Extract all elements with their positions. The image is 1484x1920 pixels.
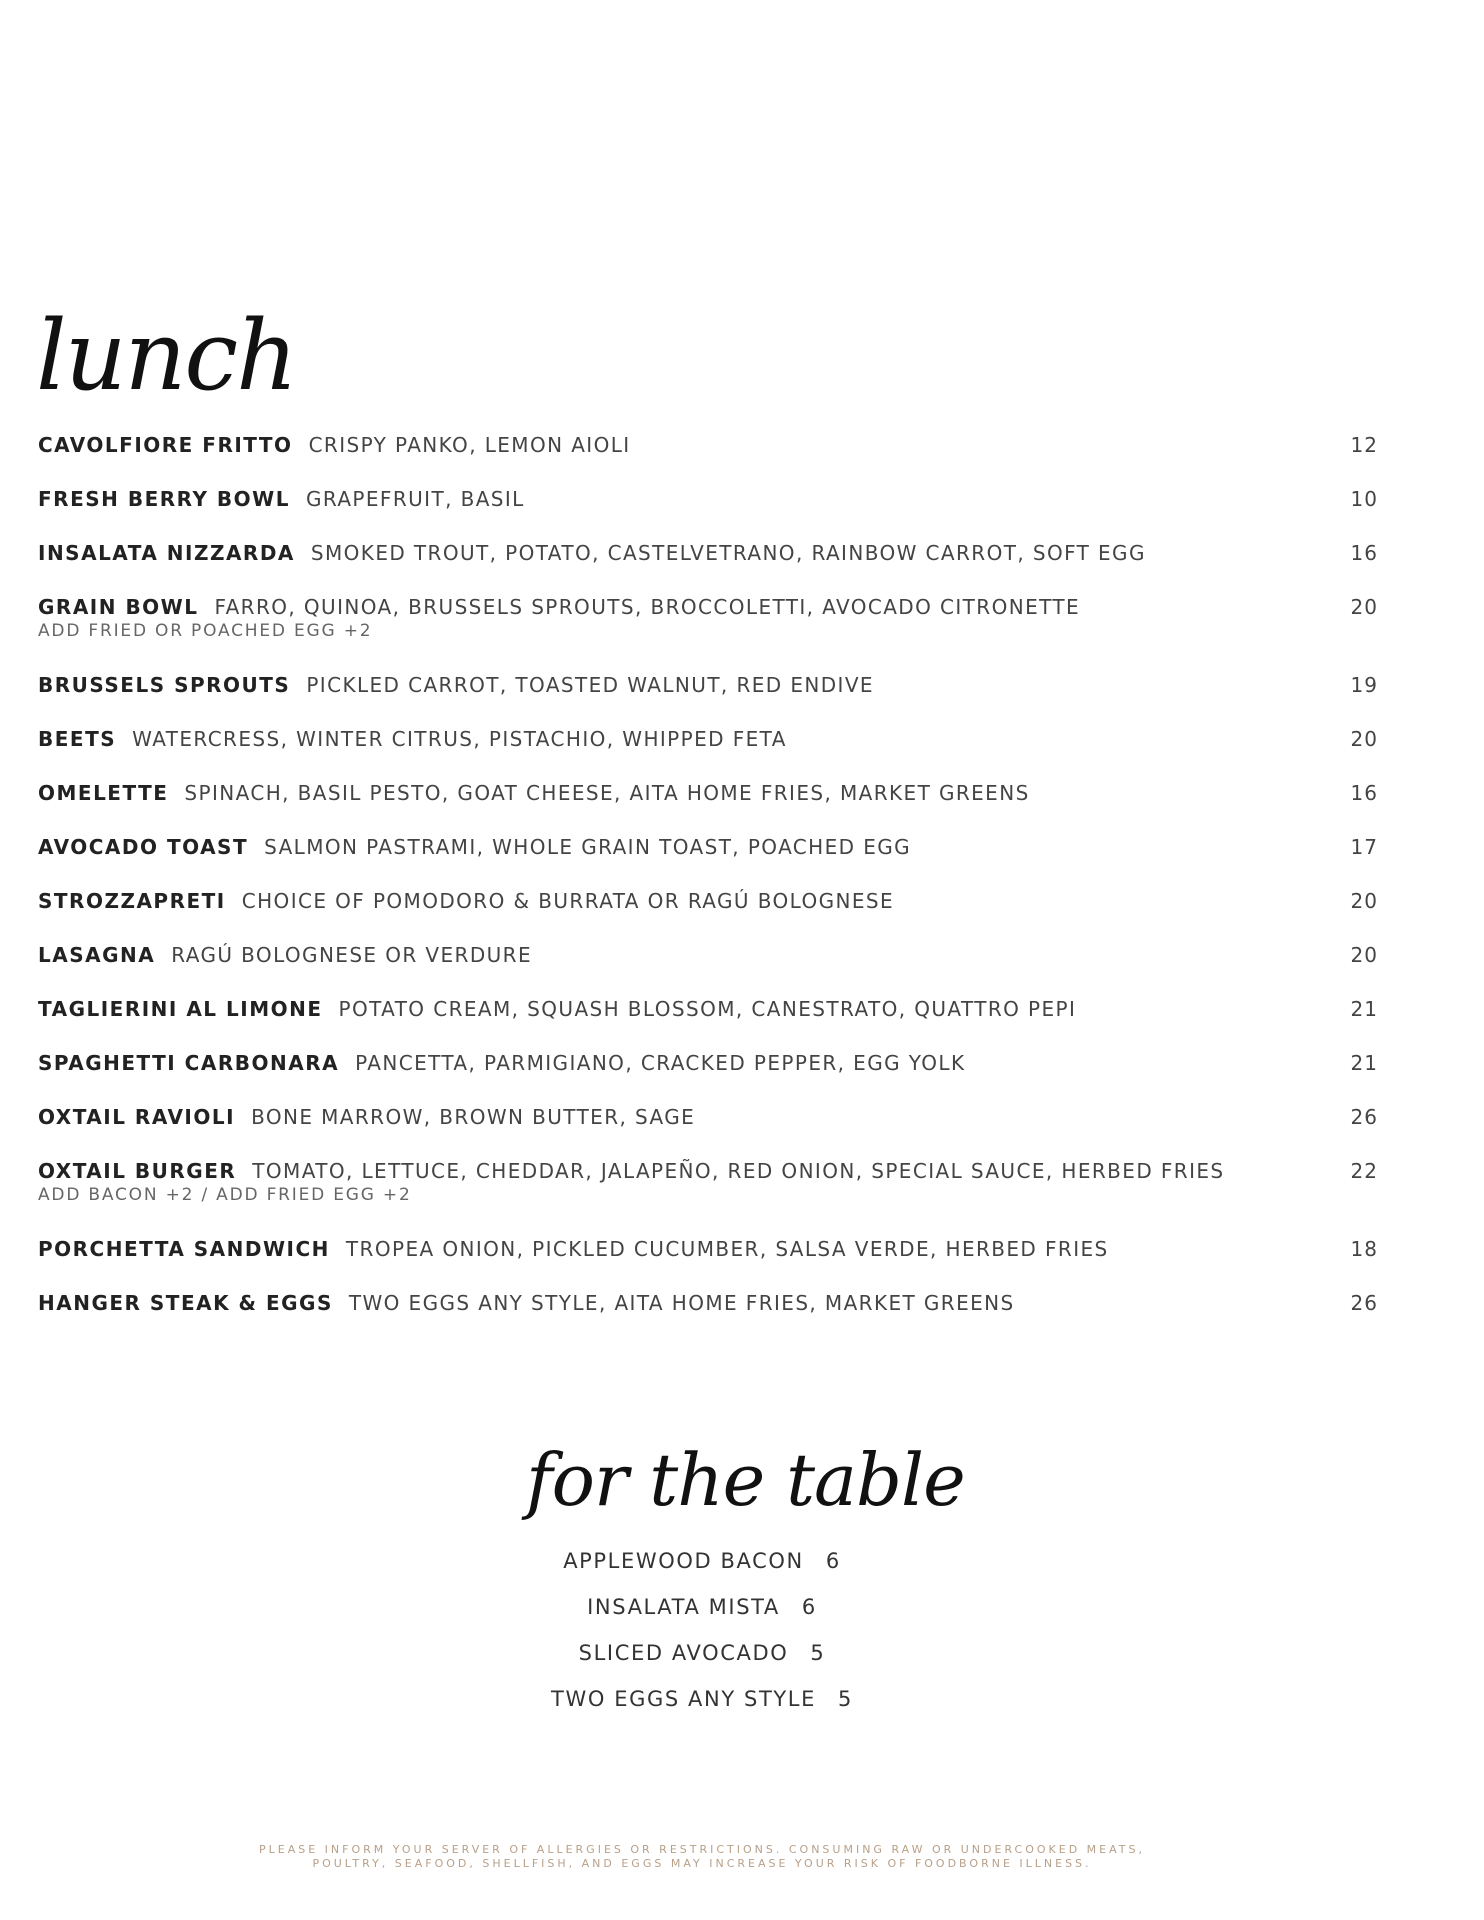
menu-item-description: WATERCRESS, WINTER CITRUS, PISTACHIO, WHIPPED FETA	[132, 727, 787, 751]
menu-item-description: BONE MARROW, BROWN BUTTER, SAGE	[251, 1105, 696, 1129]
menu-item-line	[38, 1236, 1378, 1262]
sides-list	[442, 1538, 962, 1722]
menu-item	[38, 888, 1378, 942]
side-item-price: 5	[810, 1641, 826, 1665]
menu-item-line	[38, 780, 1378, 806]
side-item	[442, 1630, 962, 1676]
menu-item-line	[38, 888, 1378, 914]
menu-item-name: GRAIN BOWL	[38, 595, 199, 619]
menu-item-price: 22	[1350, 1159, 1378, 1183]
menu-item-description: PICKLED CARROT, TOASTED WALNUT, RED ENDIVE	[306, 673, 874, 697]
for-the-table-heading: for the table	[526, 1438, 965, 1522]
menu-item	[38, 996, 1378, 1050]
menu-item-price: 10	[1350, 487, 1378, 511]
menu-item-price: 26	[1350, 1291, 1378, 1315]
menu-item-name: FRESH BERRY BOWL	[38, 487, 290, 511]
menu-item-name: LASAGNA	[38, 943, 156, 967]
menu-item-name: AVOCADO TOAST	[38, 835, 249, 859]
menu-item-description: TOMATO, LETTUCE, CHEDDAR, JALAPEÑO, RED ONION, SPECIAL SAUCE, HERBED FRIES	[252, 1159, 1225, 1183]
menu-item-name: PORCHETTA SANDWICH	[38, 1237, 330, 1261]
menu-item-line	[38, 996, 1378, 1022]
menu-item-name: BEETS	[38, 727, 117, 751]
disclaimer-line-1: PLEASE INFORM YOUR SERVER OF ALLERGIES OR RESTRICTIONS. CONSUMING RAW OR UNDERCOOKED MEATS,	[259, 1843, 1145, 1856]
menu-item-description: SPINACH, BASIL PESTO, GOAT CHEESE, AITA HOME FRIES, MARKET GREENS	[184, 781, 1030, 805]
menu-item-price: 20	[1350, 889, 1378, 913]
menu-item-description: SMOKED TROUT, POTATO, CASTELVETRANO, RAINBOW CARROT, SOFT EGG	[310, 541, 1146, 565]
menu-item-name: CAVOLFIORE FRITTO	[38, 433, 293, 457]
menu-item-price: 20	[1350, 595, 1378, 619]
menu-item-price: 17	[1350, 835, 1378, 859]
menu-item	[38, 1290, 1378, 1344]
menu-item-line	[38, 834, 1378, 860]
menu-item-line	[38, 672, 1378, 698]
disclaimer-line-2: POULTRY, SEAFOOD, SHELLFISH, AND EGGS MAY INCREASE YOUR RISK OF FOODBORNE ILLNESS.	[312, 1857, 1092, 1870]
menu-item	[38, 942, 1378, 996]
menu-item-name: BRUSSELS SPROUTS	[38, 673, 291, 697]
menu-item-price: 21	[1350, 1051, 1378, 1075]
menu-item-price: 20	[1350, 727, 1378, 751]
side-item-price: 5	[837, 1687, 853, 1711]
side-item-name: SLICED AVOCADO	[578, 1641, 789, 1665]
menu-item	[38, 1236, 1378, 1290]
menu-item-price: 19	[1350, 673, 1378, 697]
menu-item-description: PANCETTA, PARMIGIANO, CRACKED PEPPER, EGG YOLK	[355, 1051, 966, 1075]
menu-item-addon: ADD BACON +2 / ADD FRIED EGG +2	[38, 1185, 412, 1205]
menu-item-name: OMELETTE	[38, 781, 169, 805]
menu-item-name: STROZZAPRETI	[38, 889, 226, 913]
side-item-name: TWO EGGS ANY STYLE	[551, 1687, 816, 1711]
side-item-name: APPLEWOOD BACON	[563, 1549, 804, 1573]
side-item-price: 6	[825, 1549, 841, 1573]
menu-item-name: TAGLIERINI AL LIMONE	[38, 997, 323, 1021]
side-item-price: 6	[801, 1595, 817, 1619]
menu-item-price: 12	[1350, 433, 1378, 457]
menu-item-price: 16	[1350, 541, 1378, 565]
menu-item-line	[38, 1050, 1378, 1076]
menu-item-line	[38, 540, 1378, 566]
menu-item	[38, 780, 1378, 834]
menu-item	[38, 1104, 1378, 1158]
menu-item-line	[38, 1104, 1378, 1130]
menu-item-price: 20	[1350, 943, 1378, 967]
menu-item-description: TROPEA ONION, PICKLED CUCUMBER, SALSA VERDE, HERBED FRIES	[345, 1237, 1109, 1261]
menu-item	[38, 1158, 1378, 1236]
side-item	[442, 1538, 962, 1584]
side-item	[442, 1676, 962, 1722]
menu-item-line	[38, 726, 1378, 752]
menu-item	[38, 486, 1378, 540]
menu-item-price: 16	[1350, 781, 1378, 805]
menu-item	[38, 1050, 1378, 1104]
side-item	[442, 1584, 962, 1630]
menu-item-line	[38, 432, 1378, 458]
menu-item-line	[38, 1290, 1378, 1316]
menu-item-name: INSALATA NIZZARDA	[38, 541, 295, 565]
menu-item-description: TWO EGGS ANY STYLE, AITA HOME FRIES, MARKET GREENS	[348, 1291, 1015, 1315]
menu-item-description: CHOICE OF POMODORO & BURRATA OR RAGÚ BOLOGNESE	[241, 889, 895, 913]
menu-item-description: POTATO CREAM, SQUASH BLOSSOM, CANESTRATO, QUATTRO PEPI	[338, 997, 1077, 1021]
menu-item-description: RAGÚ BOLOGNESE OR VERDURE	[171, 943, 533, 967]
menu-item-price: 18	[1350, 1237, 1378, 1261]
menu-item-line	[38, 942, 1378, 968]
menu-item-price: 21	[1350, 997, 1378, 1021]
menu-item-description: FARRO, QUINOA, BRUSSELS SPROUTS, BROCCOLETTI, AVOCADO CITRONETTE	[214, 595, 1081, 619]
lunch-heading: lunch	[36, 300, 296, 412]
menu-item-name: SPAGHETTI CARBONARA	[38, 1051, 340, 1075]
menu-item	[38, 834, 1378, 888]
menu-item-name: HANGER STEAK & EGGS	[38, 1291, 333, 1315]
menu-item	[38, 726, 1378, 780]
menu-item-addon: ADD FRIED OR POACHED EGG +2	[38, 621, 373, 641]
menu-item-name: OXTAIL RAVIOLI	[38, 1105, 236, 1129]
menu-item-line	[38, 486, 1378, 512]
menu-item-description: SALMON PASTRAMI, WHOLE GRAIN TOAST, POACHED EGG	[264, 835, 912, 859]
menu-item	[38, 432, 1378, 486]
menu-item	[38, 672, 1378, 726]
menu-item	[38, 540, 1378, 594]
menu-item	[38, 594, 1378, 672]
allergy-disclaimer	[142, 1843, 1262, 1871]
menu-item-line	[38, 1158, 1378, 1184]
menu-item-line	[38, 594, 1378, 620]
lunch-menu-list	[38, 432, 1378, 1344]
side-item-name: INSALATA MISTA	[587, 1595, 780, 1619]
menu-item-name: OXTAIL BURGER	[38, 1159, 237, 1183]
menu-item-description: GRAPEFRUIT, BASIL	[305, 487, 525, 511]
menu-item-price: 26	[1350, 1105, 1378, 1129]
menu-item-description: CRISPY PANKO, LEMON AIOLI	[308, 433, 631, 457]
